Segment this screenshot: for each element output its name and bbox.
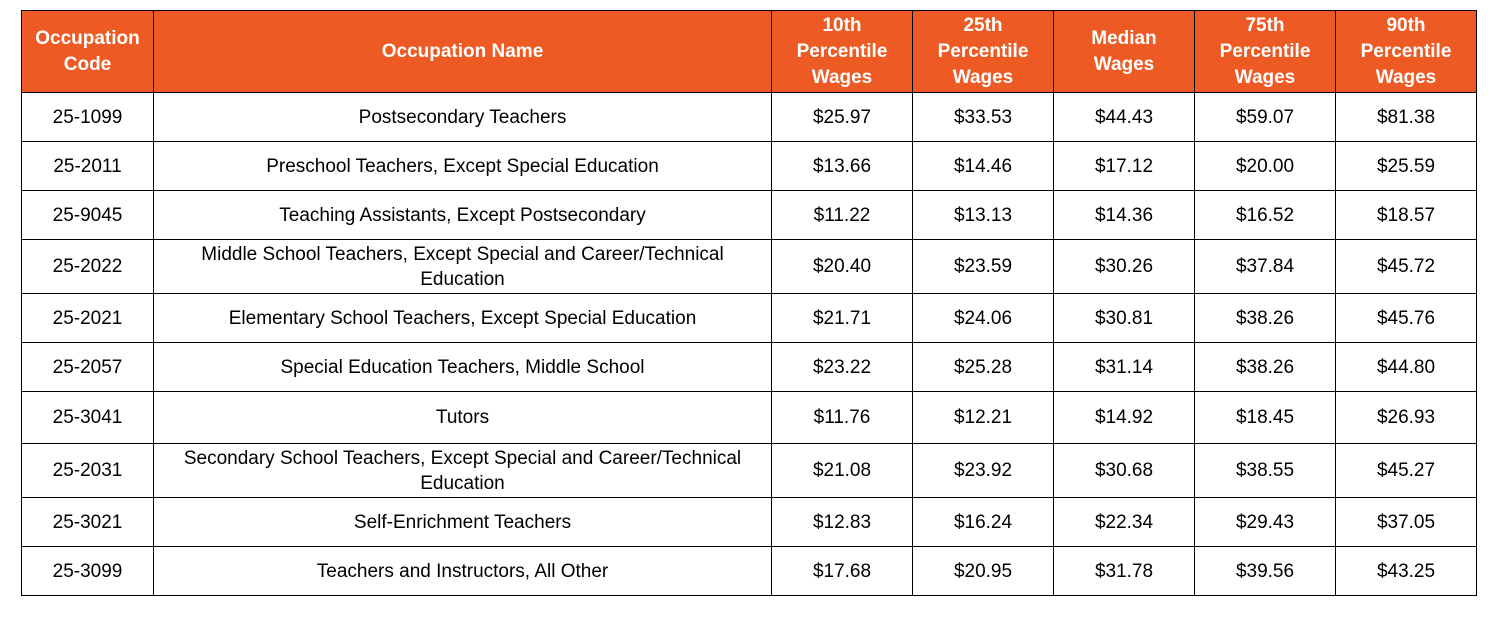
- p25-wage-cell: $16.24: [913, 498, 1054, 547]
- table-row: [22, 498, 1477, 547]
- header-line: Wages: [1234, 66, 1296, 88]
- median-wage-cell: $31.78: [1054, 547, 1195, 596]
- table-row: [22, 343, 1477, 392]
- p90-wage-cell: $45.72: [1336, 240, 1477, 294]
- median-wage-cell: $30.81: [1054, 294, 1195, 343]
- header-line: 90th: [1386, 14, 1426, 36]
- header-line: Code: [63, 53, 112, 75]
- occupation-name-line: Teaching Assistants, Except Postsecondary: [279, 204, 646, 226]
- table-body: [22, 93, 1477, 596]
- p10-wage-cell: $11.22: [772, 191, 913, 240]
- occupation-name-line: Education: [420, 472, 505, 494]
- header-line: Percentile: [1360, 40, 1452, 62]
- median-wage-cell: $30.68: [1054, 444, 1195, 498]
- p25-wage-cell: $20.95: [913, 547, 1054, 596]
- occupation-name-cell: [154, 191, 772, 240]
- occupation-name-cell: [154, 392, 772, 444]
- occupation-name-line: Teachers and Instructors, All Other: [316, 560, 609, 582]
- header-line: Occupation Name: [381, 40, 544, 62]
- median-wage-cell: $14.36: [1054, 191, 1195, 240]
- p10-wage-cell: $13.66: [772, 142, 913, 191]
- header-median: [1054, 11, 1195, 93]
- p75-wage-cell: $38.26: [1195, 294, 1336, 343]
- header-line: Occupation: [35, 27, 140, 49]
- p25-wage-cell: $13.13: [913, 191, 1054, 240]
- occupation-name-cell: [154, 444, 772, 498]
- occupation-name-line: Preschool Teachers, Except Special Education: [266, 155, 659, 177]
- p10-wage-cell: $11.76: [772, 392, 913, 444]
- occupation-code-cell: 25-2031: [22, 444, 154, 498]
- p75-wage-cell: $38.26: [1195, 343, 1336, 392]
- median-wage-cell: $30.26: [1054, 240, 1195, 294]
- median-wage-cell: $17.12: [1054, 142, 1195, 191]
- table-row: [22, 240, 1477, 294]
- header-90th-percentile: [1336, 11, 1477, 93]
- header-line: Percentile: [937, 40, 1029, 62]
- occupation-name-cell: [154, 547, 772, 596]
- header-75th-percentile: [1195, 11, 1336, 93]
- p90-wage-cell: $81.38: [1336, 93, 1477, 142]
- occupation-name-line: Elementary School Teachers, Except Special Education: [228, 307, 697, 329]
- median-wage-cell: $44.43: [1054, 93, 1195, 142]
- p75-wage-cell: $39.56: [1195, 547, 1336, 596]
- occupation-name-cell: [154, 498, 772, 547]
- occupation-name-line: Special Education Teachers, Middle School: [280, 356, 645, 378]
- occupation-name-line: Tutors: [435, 407, 490, 428]
- p25-wage-cell: $33.53: [913, 93, 1054, 142]
- p75-wage-cell: $29.43: [1195, 498, 1336, 547]
- table-row: [22, 294, 1477, 343]
- header-line: 25th: [963, 14, 1003, 36]
- header-line: Wages: [1093, 53, 1155, 75]
- occupation-name-cell: [154, 343, 772, 392]
- header-10th-percentile: [772, 11, 913, 93]
- p25-wage-cell: $14.46: [913, 142, 1054, 191]
- table-row: [22, 392, 1477, 444]
- occupation-code-cell: 25-3041: [22, 392, 154, 444]
- occupation-name-cell: [154, 93, 772, 142]
- occupation-name-line: Secondary School Teachers, Except Special and Career/Technical: [183, 447, 742, 469]
- median-wage-cell: $31.14: [1054, 343, 1195, 392]
- occupation-code-cell: 25-3021: [22, 498, 154, 547]
- p90-wage-cell: $44.80: [1336, 343, 1477, 392]
- p75-wage-cell: $59.07: [1195, 93, 1336, 142]
- header-line: Median: [1091, 27, 1157, 49]
- occupation-name-line: Middle School Teachers, Except Special and Career/Technical: [201, 243, 724, 265]
- table-row: [22, 142, 1477, 191]
- p10-wage-cell: $12.83: [772, 498, 913, 547]
- p90-wage-cell: $37.05: [1336, 498, 1477, 547]
- p75-wage-cell: $20.00: [1195, 142, 1336, 191]
- header-25th-percentile: [913, 11, 1054, 93]
- occupation-code-cell: 25-2011: [22, 142, 154, 191]
- p25-wage-cell: $24.06: [913, 294, 1054, 343]
- occupation-name-line: Self-Enrichment Teachers: [353, 511, 572, 533]
- header-line: 75th: [1245, 14, 1285, 36]
- p25-wage-cell: $23.59: [913, 240, 1054, 294]
- table-row: [22, 191, 1477, 240]
- table-header-row: [22, 11, 1477, 93]
- p75-wage-cell: $38.55: [1195, 444, 1336, 498]
- p90-wage-cell: $45.27: [1336, 444, 1477, 498]
- p90-wage-cell: $26.93: [1336, 392, 1477, 444]
- p90-wage-cell: $43.25: [1336, 547, 1477, 596]
- occupation-name-cell: [154, 142, 772, 191]
- header-line: Wages: [1375, 66, 1437, 88]
- header-line: Percentile: [796, 40, 888, 62]
- occupation-name-cell: [154, 240, 772, 294]
- p10-wage-cell: $21.71: [772, 294, 913, 343]
- header-occupation-name: [154, 11, 772, 93]
- occupation-code-cell: 25-1099: [22, 93, 154, 142]
- p90-wage-cell: $45.76: [1336, 294, 1477, 343]
- median-wage-cell: $22.34: [1054, 498, 1195, 547]
- occupation-code-cell: 25-2022: [22, 240, 154, 294]
- p25-wage-cell: $23.92: [913, 444, 1054, 498]
- p75-wage-cell: $18.45: [1195, 392, 1336, 444]
- wages-table: [21, 10, 1477, 596]
- occupation-code-cell: 25-3099: [22, 547, 154, 596]
- p10-wage-cell: $23.22: [772, 343, 913, 392]
- occupation-code-cell: 25-9045: [22, 191, 154, 240]
- p10-wage-cell: $17.68: [772, 547, 913, 596]
- header-line: 10th: [822, 14, 862, 36]
- p90-wage-cell: $18.57: [1336, 191, 1477, 240]
- p10-wage-cell: $25.97: [772, 93, 913, 142]
- header-line: Wages: [952, 66, 1014, 88]
- table-row: [22, 93, 1477, 142]
- p10-wage-cell: $20.40: [772, 240, 913, 294]
- header-occupation-code: [22, 11, 154, 93]
- occupation-code-cell: 25-2021: [22, 294, 154, 343]
- occupation-code-cell: 25-2057: [22, 343, 154, 392]
- table-row: [22, 547, 1477, 596]
- p25-wage-cell: $12.21: [913, 392, 1054, 444]
- p90-wage-cell: $25.59: [1336, 142, 1477, 191]
- occupation-name-line: Postsecondary Teachers: [358, 106, 567, 128]
- header-line: Percentile: [1219, 40, 1311, 62]
- occupation-name-line: Education: [420, 268, 505, 290]
- p75-wage-cell: $37.84: [1195, 240, 1336, 294]
- p25-wage-cell: $25.28: [913, 343, 1054, 392]
- p10-wage-cell: $21.08: [772, 444, 913, 498]
- occupation-name-cell: [154, 294, 772, 343]
- median-wage-cell: $14.92: [1054, 392, 1195, 444]
- table-row: [22, 444, 1477, 498]
- header-line: Wages: [811, 66, 873, 88]
- p75-wage-cell: $16.52: [1195, 191, 1336, 240]
